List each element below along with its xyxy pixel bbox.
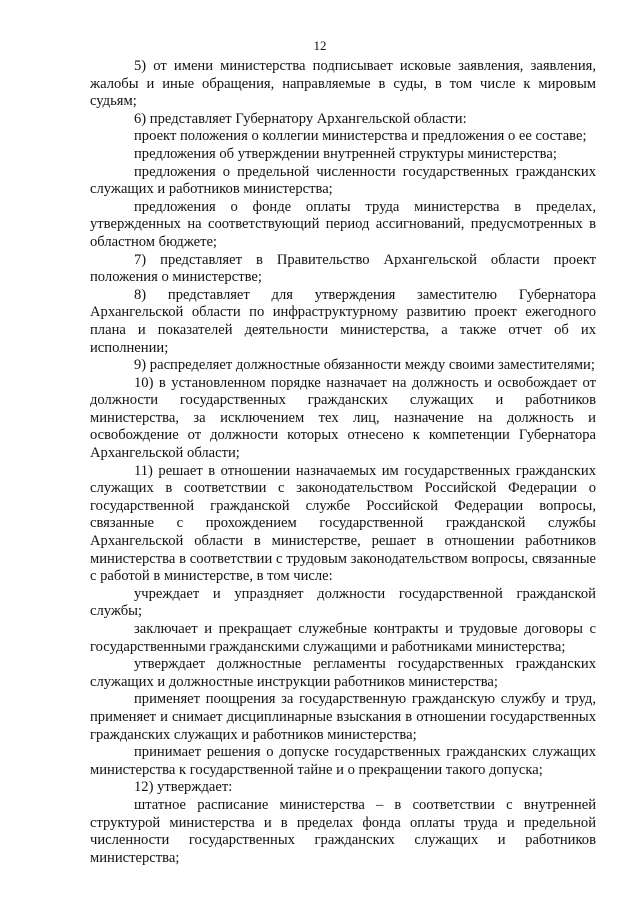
paragraph: 12) утверждает:	[134, 779, 233, 796]
paragraph: предложения об утверждении внутренней структуры министерства;	[134, 145, 557, 162]
paragraph: 5) от имени министерства подписывает исковые заявления, заявления, жалобы и иные обращения, направляемые в суды, в том числе к мировым судьям;	[90, 58, 596, 110]
paragraph: 6) представляет Губернатору Архангельской области:	[134, 110, 467, 127]
paragraph: принимает решения о допуске государственных гражданских служащих министерства к государственной тайне и о прекращении такого допуска;	[90, 744, 596, 778]
paragraph: 9) распределяет должностные обязанности между своими заместителями;	[134, 357, 595, 374]
paragraph: 11) решает в отношении назначаемых им государственных гражданских служащих в соответствии с законодательством Российской Федерации о государственной гражданской службе Российской Федерации вопросы, связанные с прохождением государственной гражданской службы Архангельской области в министерстве, решает в отношении работников министерства в соответствии с трудовым законодательством вопросы, связанные с работой в министерстве, в том числе:	[90, 462, 596, 585]
paragraph: предложения о фонде оплаты труда министерства в пределах, утвержденных на соответствующий период ассигнований, предусмотренных в областном бюджете;	[90, 198, 596, 250]
paragraph: 10) в установленном порядке назначает на должность и освобождает от должности государственных гражданских служащих и работников министерства, за исключением тех лиц, назначение на должность и освобождение от должности которых отнесено к компетенции Губернатора Архангельской области;	[90, 374, 596, 462]
paragraph: утверждает должностные регламенты государственных гражданских служащих и должностные инструкции работников министерства;	[90, 656, 596, 690]
paragraph: применяет поощрения за государственную гражданскую службу и труд, применяет и снимает дисциплинарные взыскания в отношении государственных гражданских служащих и работников министерства;	[90, 691, 596, 743]
paragraph: 8) представляет для утверждения заместителю Губернатора Архангельской области по инфраструктурному развитию проект ежегодного плана и показателей деятельности министерства, а также отчет об их исполнении;	[90, 286, 596, 356]
paragraph: штатное расписание министерства – в соответствии с внутренней структурой министерства и в пределах фонда оплаты труда и предельной численности государственных гражданских служащих и работников министерства;	[90, 796, 596, 866]
paragraph: учреждает и упраздняет должности государственной гражданской службы;	[90, 585, 596, 620]
paragraph: проект положения о коллегии министерства и предложения о ее составе;	[134, 128, 587, 145]
page-number: 12	[313, 38, 327, 53]
paragraph: заключает и прекращает служебные контракты и трудовые договоры с государственными гражданскими служащими и работниками министерства;	[90, 621, 596, 655]
document-body	[90, 58, 596, 867]
paragraph: 7) представляет в Правительство Архангельской области проект положения о министерстве;	[90, 251, 596, 286]
paragraph: предложения о предельной численности государственных гражданских служащих и работников министерства;	[90, 163, 596, 198]
